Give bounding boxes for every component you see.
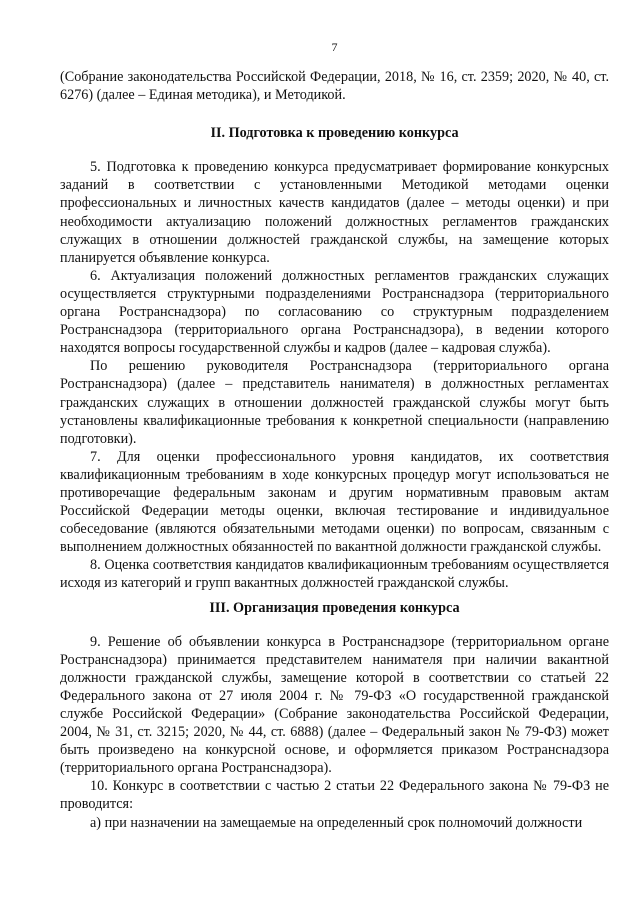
- document-body: [60, 68, 609, 832]
- document-page: [60, 0, 609, 905]
- paragraph-6-continuation: По решению руководителя Ространснадзора (территориального органа Ространснадзора) (далее – представитель нанимателя) в должностных регламентах гражданских служащих в отношении должностей гражданской службы могут быть установлены квалификационные требования к конкретной специальности (направлению подготовки).: [60, 358, 609, 447]
- intro-paragraph: (Собрание законодательства Российской Федерации, 2018, № 16, ст. 2359; 2020, № 40, ст. 6276) (далее – Единая методика), и Методикой.: [60, 69, 609, 104]
- paragraph-10-item-a: а) при назначении на замещаемые на определенный срок полномочий должности: [90, 814, 583, 831]
- paragraph-6: 6. Актуализация положений должностных регламентов гражданских служащих осуществляется структурными подразделениями Ространснадзора (территориального органа Ространснадзора) по согласованию со структурным подразделением Ространснадзора (территориального органа Ространснадзора), в ведении которого находятся вопросы государственной службы и кадров (далее – кадровая служба).: [60, 267, 609, 357]
- paragraph-8: 8. Оценка соответствия кандидатов квалификационным требованиям осуществляется исходя из категорий и групп вакантных должностей гражданской службы.: [60, 557, 609, 592]
- page-number: 7: [331, 40, 338, 54]
- section-2-title: II. Подготовка к проведению конкурса: [210, 125, 459, 142]
- paragraph-7: 7. Для оценки профессионального уровня кандидатов, их соответствия квалификационным требованиям в ходе конкурсных процедур могут использоваться не противоречащие федеральным законам и другим нормативным правовым актам Российской Федерации методы оценки, включая тестирование и индивидуальное собеседование (являются обязательными методами оценки) по вопросам, связанным с выполнением должностных обязанностей по вакантной должности гражданской службы.: [60, 448, 609, 556]
- paragraph-10: 10. Конкурс в соответствии с частью 2 статьи 22 Федерального закона № 79-ФЗ не проводится:: [60, 778, 609, 813]
- paragraph-9: 9. Решение об объявлении конкурса в Ространснадзоре (территориальном органе Ространснадзора) принимается представителем нанимателя при наличии вакантной должности гражданской службы, замещение которой в соответствии со статьей 22 Федерального закона от 27 июля 2004 г. № 79-ФЗ «О государственной гражданской службе Российской Федерации» (Собрание законодательства Российской Федерации, 2004, № 31, ст. 3215; 2020, № 44, ст. 6888) (далее – Федеральный закон № 79-ФЗ) может быть произведено на конкурсной основе, и оформляется приказом Ространснадзора (территориального органа Ространснадзора).: [60, 633, 609, 777]
- paragraph-5: 5. Подготовка к проведению конкурса предусматривает формирование конкурсных заданий в соответствии с установленными Методикой методами оценки профессиональных и личностных качеств кандидатов (далее – методы оценки) и при необходимости актуализацию положений должностных регламентов гражданских служащих в отношении должностей гражданской службы, на замещение которых планируется объявление конкурса.: [60, 159, 609, 266]
- section-3-title: III. Организация проведения конкурса: [209, 599, 460, 616]
